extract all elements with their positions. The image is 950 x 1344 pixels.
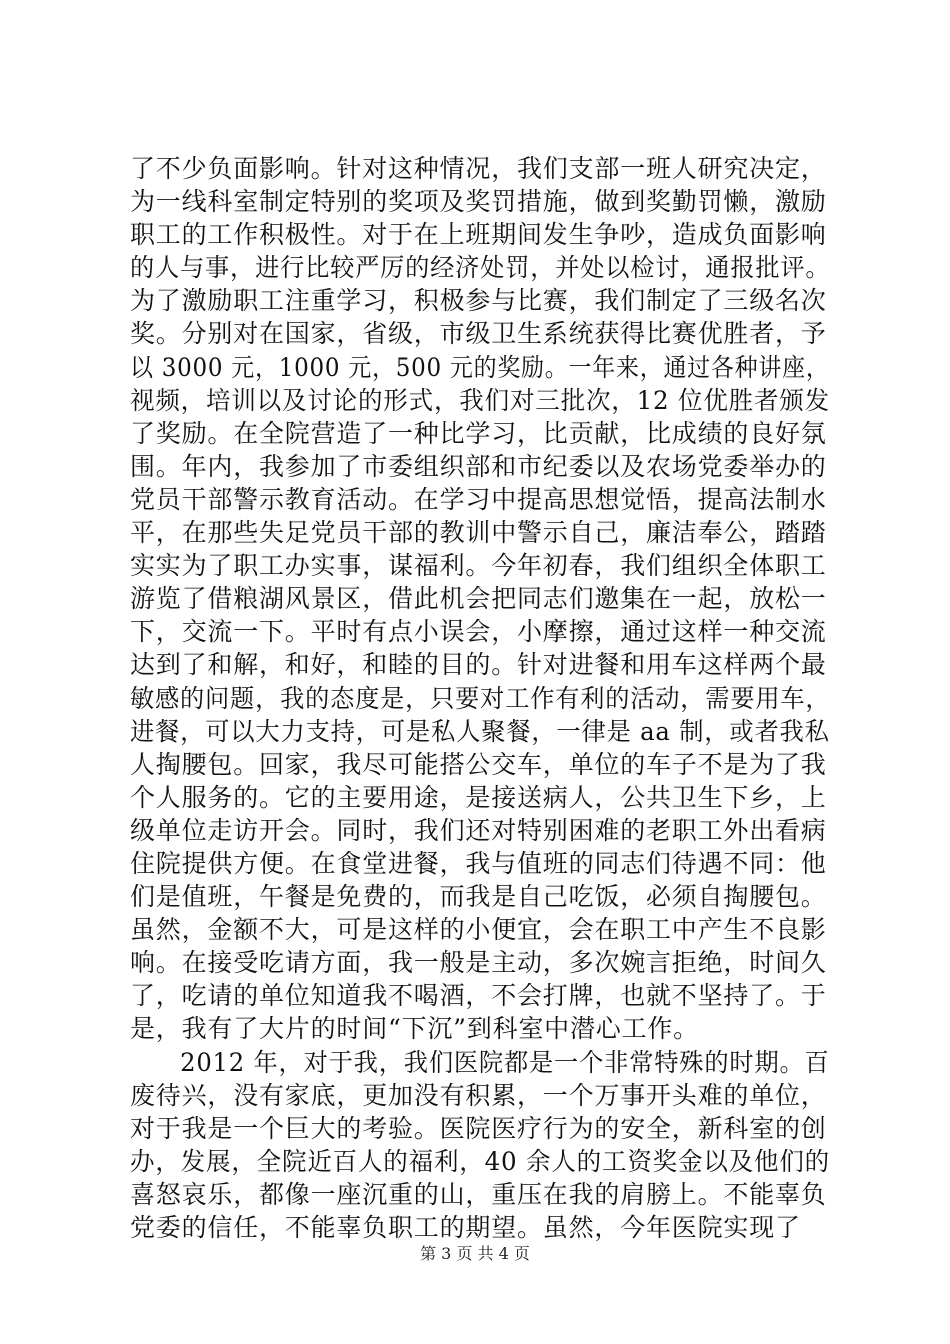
text-line: 以 3000 元，1000 元，500 元的奖励。一年来，通过各种讲座， <box>130 352 830 382</box>
text-line: 们是值班，午餐是免费的，而我是自己吃饭，必须自掏腰包。 <box>130 882 827 912</box>
text-line: 党委的信任，不能辜负职工的期望。虽然，今年医院实现了 <box>130 1213 801 1242</box>
text-line: 2012 年，对于我，我们医院都是一个非常特殊的时期。百 <box>130 1047 830 1077</box>
text-line: 进餐，可以大力支持，可是私人聚餐，一律是 aa 制，或者我私 <box>130 716 830 746</box>
text-line: 的人与事，进行比较严厉的经济处罚，并处以检讨，通报批评。 <box>130 253 831 283</box>
text-line: 党员干部警示教育活动。在学习中提高思想觉悟，提高法制水 <box>130 484 827 514</box>
text-line: 对于我是一个巨大的考验。医院医疗行为的安全，新科室的创 <box>130 1113 827 1143</box>
text-line: 了不少负面影响。针对这种情况，我们支部一班人研究决定， <box>130 154 827 183</box>
text-line: 达到了和解，和好，和睦的目的。针对进餐和用车这样两个最 <box>130 650 827 680</box>
text-line: 人掏腰包。回家，我尽可能搭公交车，单位的车子不是为了我 <box>130 749 827 779</box>
text-line: 敏感的问题，我的态度是，只要对工作有利的活动，需要用车， <box>130 683 831 713</box>
text-line: 围。年内，我参加了市委组织部和市纪委以及农场党委举办的 <box>130 451 827 481</box>
page-number-label: 第 3 页 共 4 页 <box>420 1244 530 1263</box>
text-line: 了，吃请的单位知道我不喝酒，不会打牌，也就不坚持了。于 <box>130 981 827 1011</box>
text-line: 为一线科室制定特别的奖项及奖罚措施，做到奖勤罚懒，激励 <box>130 187 827 217</box>
text-line: 响。在接受吃请方面，我一般是主动，多次婉言拒绝，时间久 <box>130 948 827 978</box>
text-line: 了奖励。在全院营造了一种比学习，比贡献，比成绩的良好氛 <box>130 418 827 448</box>
text-line: 视频，培训以及讨论的形式，我们对三批次，12 位优胜者颁发 <box>130 385 830 415</box>
text-line: 级单位走访开会。同时，我们还对特别困难的老职工外出看病 <box>130 815 827 845</box>
text-line: 奖。分别对在国家，省级，市级卫生系统获得比赛优胜者，予 <box>130 319 827 349</box>
text-line: 平，在那些失足党员干部的教训中警示自己，廉洁奉公，踏踏 <box>130 518 827 548</box>
page-footer <box>0 1244 950 1264</box>
text-line: 游览了借粮湖风景区，借此机会把同志们邀集在一起，放松一 <box>130 584 827 614</box>
text-line: 办，发展，全院近百人的福利，40 余人的工资奖金以及他们的 <box>130 1146 830 1176</box>
text-line: 下，交流一下。平时有点小误会，小摩擦，通过这样一种交流 <box>130 617 827 647</box>
body-text <box>130 152 830 1244</box>
text-line: 实实为了职工办实事，谋福利。今年初春，我们组织全体职工 <box>130 551 827 581</box>
text-line: 是，我有了大片的时间“下沉”到科室中潜心工作。 <box>130 1014 699 1044</box>
text-line: 喜怒哀乐，都像一座沉重的山，重压在我的肩膀上。不能辜负 <box>130 1179 827 1209</box>
text-line: 为了激励职工注重学习，积极参与比赛，我们制定了三级名次 <box>130 286 827 316</box>
text-line: 职工的工作积极性。对于在上班期间发生争吵，造成负面影响 <box>130 220 827 250</box>
text-line: 虽然，金额不大，可是这样的小便宜，会在职工中产生不良影 <box>130 915 827 945</box>
text-line: 废待兴，没有家底，更加没有积累，一个万事开头难的单位， <box>130 1080 827 1110</box>
text-line: 住院提供方便。在食堂进餐，我与值班的同志们待遇不同：他 <box>130 848 827 878</box>
text-line: 个人服务的。它的主要用途，是接送病人，公共卫生下乡，上 <box>130 782 827 812</box>
